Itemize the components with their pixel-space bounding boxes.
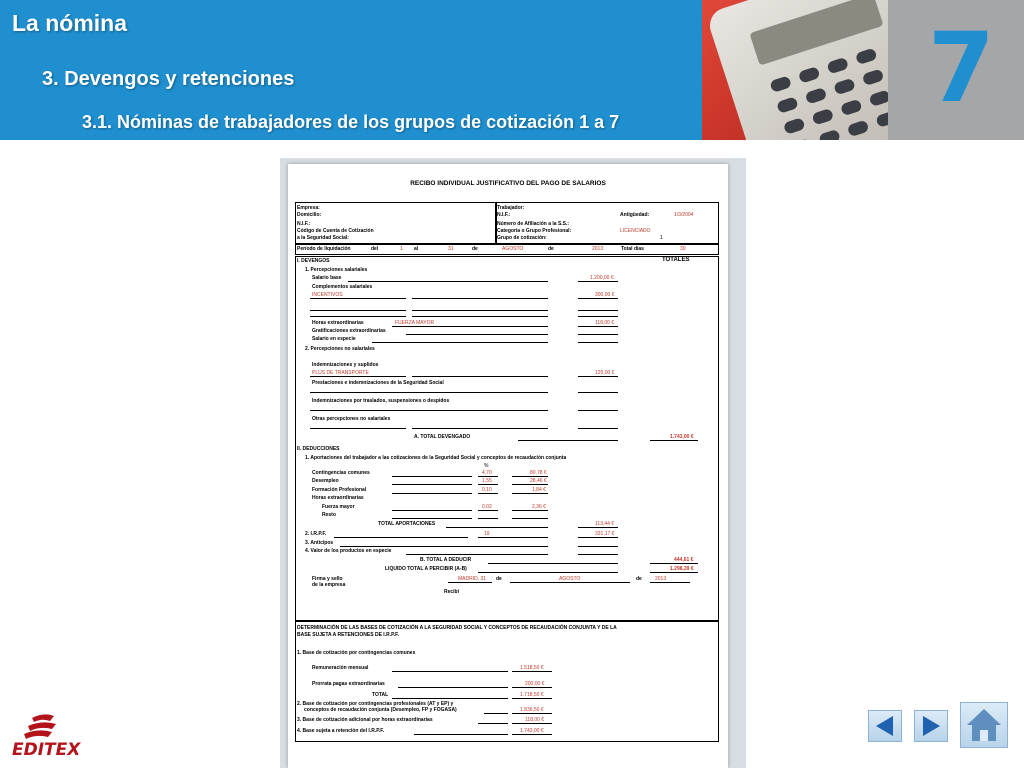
in-kind-deduction-label: 4. Valor de los productos en especie — [305, 548, 392, 554]
additional-base-label: 3. Base de cotización adicional por horas extraordinarias — [297, 717, 433, 723]
company-nif-label: N.I.F.: — [297, 221, 311, 227]
unemployment-label: Desempleo — [312, 478, 339, 484]
irpf-pct: 19 — [484, 531, 490, 537]
total-deduct-value: 444,61 € — [674, 557, 694, 563]
non-salary-label: 2. Percepciones no salariales — [305, 346, 375, 352]
incentives-value: 300,00 € — [595, 292, 615, 298]
salariales-label: 1. Percepciones salariales — [305, 267, 368, 273]
bases-heading-2: BASE SUJETA A RETENCIONES DE I.R.P.F. — [297, 632, 400, 638]
overtime-label: Horas extraordinarias — [312, 320, 364, 326]
professional-base-label-2: conceptos de recaudación conjunta (Desempleo, FP y FOGASA) — [304, 707, 457, 713]
monthly-pay-label: Remuneración mensual — [312, 665, 369, 671]
triangle-right-icon — [915, 711, 947, 741]
ccc-label-2: a la Seguridad Social: — [297, 235, 349, 241]
seniority-label: Antigüedad: — [620, 212, 650, 218]
deduction-overtime-label: Horas extraordinarias — [312, 495, 364, 501]
in-kind-label: Salario en especie — [312, 336, 356, 342]
common-base-label: 1. Base de cotización por contingencias comunes — [297, 650, 416, 656]
incentives-label: INCENTIVOS — [312, 292, 343, 298]
period-de-2: de — [548, 246, 554, 252]
training-pct: 0,10 — [482, 487, 492, 493]
contributions-label: 1. Aportaciones del trabajador a las cotizaciones de la Seguridad Social y conceptos de recaudación conjunta — [305, 455, 567, 461]
total-accrued-value: 1.743,00 € — [670, 434, 694, 440]
period-del: del — [371, 246, 379, 252]
worker-label: Trabajador: — [497, 205, 525, 211]
additional-base-value: 118,00 € — [525, 717, 545, 723]
net-pay-label: LIQUIDO TOTAL A PERCIBIR (A-B) — [385, 566, 467, 572]
base-salary-value: 1.200,00 € — [590, 275, 614, 281]
period-al: al — [414, 246, 419, 252]
date-de: de — [496, 576, 502, 582]
company-label: Empresa: — [297, 205, 320, 211]
total-contributions-label: TOTAL APORTACIONES — [378, 521, 436, 527]
overtime-value: 118,00 € — [595, 320, 615, 326]
unemployment-pct: 1,55 — [482, 478, 492, 484]
category-value: LICENCIADO — [620, 228, 651, 234]
irpf-base-value: 1.743,00 € — [520, 728, 544, 734]
benefits-label: Prestaciones e indemnizaciones de la Seguridad Social — [312, 380, 444, 386]
total-accrued-label: A. TOTAL DEVENGADO — [414, 434, 471, 440]
bonus-label: Gratificaciones extraordinarias — [312, 328, 386, 334]
seniority-value: 1/3/2004 — [674, 212, 694, 218]
force-majeure-pct: 0,02 — [482, 504, 492, 510]
bases-total-value: 1.718,50 € — [520, 692, 544, 698]
period-de: de — [472, 246, 478, 252]
chapter-badge — [888, 0, 1024, 140]
rest-label: Resto — [322, 512, 336, 518]
date-month: AGOSTO — [559, 576, 581, 582]
home-button[interactable] — [960, 702, 1008, 748]
chapter-number: 7 — [928, 12, 995, 124]
professional-base-value: 1.836,50 € — [520, 707, 544, 713]
transport-value: 125,00 € — [595, 370, 615, 376]
period-from: 1 — [400, 246, 403, 252]
common-contingencies-value: 80,78 € — [530, 470, 547, 476]
period-month: AGOSTO — [502, 246, 524, 252]
complements-label: Complementos salariales — [312, 284, 373, 290]
advances-label: 3. Anticipos — [305, 540, 334, 546]
document-title: RECIBO INDIVIDUAL JUSTIFICATIVO DEL PAGO DE SALARIOS — [410, 180, 606, 187]
proration-value: 200,00 € — [525, 681, 545, 687]
proration-label: Prorrata pagas extraordinarias — [312, 681, 385, 687]
irpf-label: 2. I.R.P.F. — [305, 531, 327, 537]
total-days-label: Total días — [621, 246, 644, 252]
common-contingencies-label: Contingencias comunes — [312, 470, 370, 476]
total-days-value: 30 — [680, 246, 686, 252]
devengos-heading: I. DEVENGOS — [297, 258, 330, 264]
section-title: 3. Devengos y retenciones — [42, 68, 295, 90]
allowances-label: Indemnizaciones y suplidos — [312, 362, 379, 368]
period-to: 31 — [448, 246, 454, 252]
irpf-value: 331,17 € — [595, 531, 615, 537]
signature-label: Firma y sello — [312, 576, 343, 582]
next-button[interactable] — [914, 710, 948, 742]
common-contingencies-pct: 4,70 — [482, 470, 492, 476]
monthly-pay-value: 1.518,50 € — [520, 665, 544, 671]
worker-nif-label: N.I.F.: — [497, 212, 511, 218]
bases-heading: DETERMINACIÓN DE LAS BASES DE COTIZACIÓN A LA SEGURIDAD SOCIAL Y CONCEPTOS DE RECAUDACIÓN CONJUNTA Y DE LA — [297, 625, 617, 631]
group-label: Grupo de cotización: — [497, 235, 547, 241]
triangle-left-icon — [869, 711, 901, 741]
previous-button[interactable] — [868, 710, 902, 742]
signature-label-2: de la empresa — [312, 582, 346, 588]
deductions-heading: II. DEDUCCIONES — [297, 446, 340, 452]
training-label: Formación Profesional — [312, 487, 367, 493]
subsection-title: 3.1. Nóminas de trabajadores de los grupos de cotización 1 a 7 — [82, 112, 620, 132]
period-label: Período de liquidación — [297, 246, 351, 252]
total-contributions-value: 113,44 € — [595, 521, 615, 527]
group-value: 1 — [660, 235, 663, 241]
calculator-image — [702, 0, 888, 140]
totales-heading: TOTALES — [662, 257, 690, 263]
force-majeure-value: 2,36 € — [532, 504, 546, 510]
house-icon — [961, 703, 1007, 747]
editex-logo-text: EDITEX — [12, 740, 81, 760]
professional-base-label: 2. Base de cotización por contingencias profesionales (AT y EP) y — [297, 701, 454, 707]
received-label: Recibí — [444, 589, 460, 595]
irpf-base-label: 4. Base sujeta a retención del I.R.P.F. — [297, 728, 385, 734]
net-pay-value: 1.298,39 € — [670, 566, 694, 572]
unemployment-value: 28,46 € — [530, 478, 547, 484]
address-label: Domicilio: — [297, 212, 322, 218]
overtime-detail: FUERZA MAYOR — [395, 320, 435, 326]
percent-symbol: % — [484, 463, 489, 469]
payslip-document — [288, 164, 728, 768]
city-date: MADRID, 31 — [458, 576, 487, 582]
affiliation-label: Número de Afiliación a la S.S.: — [497, 221, 570, 227]
bases-total-label: TOTAL — [372, 692, 389, 698]
other-label: Otras percepciones no salariales — [312, 416, 391, 422]
category-label: Categoría o Grupo Profesional: — [497, 228, 572, 234]
app-title: La nómina — [12, 10, 128, 36]
ccc-label: Código de Cuenta de Cotización — [297, 228, 374, 234]
base-salary-label: Salario base — [312, 275, 342, 281]
total-deduct-label: B. TOTAL A DEDUCIR — [420, 557, 472, 563]
date-year: 2013 — [655, 576, 667, 582]
severance-label: Indemnizaciones por traslados, suspensiones o despidos — [312, 398, 450, 404]
training-value: 1,84 € — [532, 487, 546, 493]
date-de-2: de — [636, 576, 642, 582]
transport-label: PLUS DE TRANSPORTE — [312, 370, 369, 376]
force-majeure-label: Fuerza mayor — [322, 504, 355, 510]
period-year: 2013 — [592, 246, 604, 252]
